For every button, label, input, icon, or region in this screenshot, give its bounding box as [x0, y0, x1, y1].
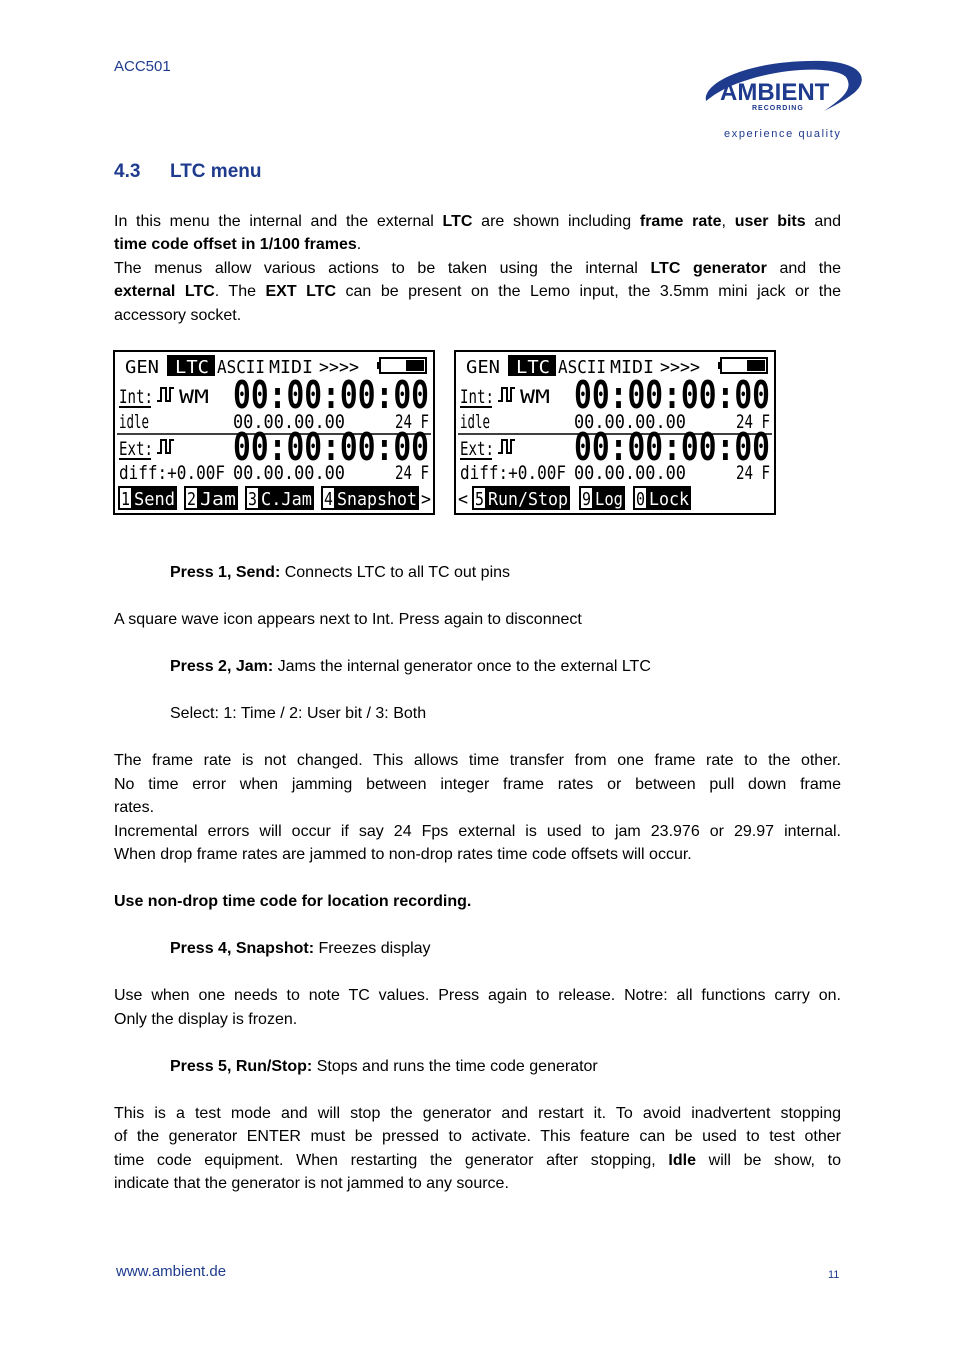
- ext-framerate: 24 F: [395, 462, 429, 484]
- press-4-description: Press 4, Snapshot: Freezes display: [170, 940, 431, 957]
- svg-text:Log: Log: [595, 489, 623, 510]
- svg-text:Snapshot: Snapshot: [337, 489, 417, 510]
- ext-timecode: 00:00:00:00: [233, 425, 429, 469]
- int-status: idle: [119, 411, 149, 433]
- softkey-jam[interactable]: [184, 486, 238, 510]
- next-page-arrow[interactable]: >: [421, 489, 432, 510]
- lcd-screen-ltc-page-2: [454, 350, 776, 515]
- previous-page-arrow[interactable]: <: [458, 489, 469, 510]
- intro-line-4: external LTC. The EXT LTC can be present on the Lemo input, the 3.5mm mini jack or the: [114, 283, 841, 300]
- tab-ascii: ASCII: [558, 357, 606, 378]
- softkey-lock[interactable]: [633, 486, 691, 510]
- softkey-run-stop[interactable]: [472, 486, 570, 510]
- frame-rate-line-2: No time error when jamming between integer frame rates or between pull down frame: [114, 776, 841, 793]
- intro-line-5: accessory socket.: [114, 307, 242, 324]
- test-mode-line-2: of the generator ENTER must be pressed to activate. This feature can be used to test other: [114, 1128, 841, 1145]
- svg-text:9: 9: [582, 489, 591, 510]
- int-flags: WM: [179, 386, 209, 408]
- press-1-description: Press 1, Send: Connects LTC to all TC out pins: [170, 564, 511, 581]
- square-wave-icon: [498, 388, 515, 401]
- logo-brand: AMBIENT: [720, 79, 830, 106]
- svg-text:C.Jam: C.Jam: [261, 489, 312, 510]
- int-timecode: 00:00:00:00: [233, 373, 429, 417]
- int-flags: WM: [520, 386, 550, 408]
- svg-text:3: 3: [248, 489, 257, 510]
- square-wave-note: A square wave icon appears next to Int. Press again to disconnect: [114, 611, 582, 628]
- logo-tagline: experience quality: [724, 128, 842, 140]
- frame-rate-line-4: Incremental errors will occur if say 24 Fps external is used to jam 23.976 or 29.97 internal.: [114, 823, 841, 840]
- ext-timecode: 00:00:00:00: [574, 425, 770, 469]
- diff-offset: diff:+0.00F: [119, 462, 225, 484]
- snapshot-note-line-1: Use when one needs to note TC values. Press again to release. Notre: all functions carry on.: [114, 987, 841, 1004]
- frame-rate-line-3: rates.: [114, 799, 155, 816]
- test-mode-line-3: time code equipment. When restarting the generator after stopping, Idle will be show, to: [114, 1152, 841, 1169]
- frame-rate-line-5: When drop frame rates are jammed to non-drop rates time code offsets will occur.: [114, 846, 692, 863]
- int-timecode: 00:00:00:00: [574, 373, 770, 417]
- snapshot-note-line-2: Only the display is frozen.: [114, 1011, 298, 1028]
- document-id: ACC501: [114, 58, 171, 75]
- softkey-c-jam[interactable]: [245, 486, 314, 510]
- intro-line-2: time code offset in 1/100 frames.: [114, 236, 362, 253]
- ext-label: Ext:: [119, 438, 153, 460]
- int-userbits: 00.00.00.00: [233, 411, 345, 433]
- square-wave-icon: [157, 440, 174, 453]
- footer-website-link[interactable]: www.ambient.de: [116, 1263, 227, 1280]
- svg-text:Lock: Lock: [649, 489, 690, 510]
- press-5-description: Press 5, Run/Stop: Stops and runs the time code generator: [170, 1058, 598, 1075]
- svg-text:Run/Stop: Run/Stop: [488, 489, 568, 510]
- int-label: Int:: [460, 386, 494, 408]
- test-mode-line-1: This is a test mode and will stop the generator and restart it. To avoid inadvertent stopping: [114, 1105, 841, 1122]
- int-label: Int:: [119, 386, 153, 408]
- ext-userbits: 00.00.00.00: [233, 462, 345, 484]
- tab-gen: GEN: [466, 357, 500, 378]
- svg-text:2: 2: [187, 489, 196, 510]
- ambient-logo: [694, 55, 866, 143]
- frame-rate-line-1: The frame rate is not changed. This allows time transfer from one frame rate to the other.: [114, 752, 841, 769]
- tab-more: >>>>: [319, 357, 360, 378]
- svg-text:4: 4: [324, 489, 333, 510]
- ext-framerate: 24 F: [736, 462, 770, 484]
- section-heading: [114, 161, 261, 183]
- intro-line-3: The menus allow various actions to be taken using the internal LTC generator and the: [114, 260, 842, 277]
- test-mode-line-4: indicate that the generator is not jammed to any source.: [114, 1175, 509, 1192]
- diff-offset: diff:+0.00F: [460, 462, 566, 484]
- svg-text:Jam: Jam: [200, 489, 236, 510]
- softkey-log[interactable]: [579, 486, 625, 510]
- tab-more: >>>>: [660, 357, 701, 378]
- square-wave-icon: [498, 440, 515, 453]
- jam-select-options: Select: 1: Time / 2: User bit / 3: Both: [170, 705, 427, 722]
- svg-text:0: 0: [636, 489, 645, 510]
- section-number: 4.3: [114, 161, 141, 182]
- softkey-send[interactable]: [118, 486, 177, 510]
- int-framerate: 24 F: [395, 411, 429, 433]
- softkey-snapshot[interactable]: [321, 486, 419, 510]
- tab-gen: GEN: [125, 357, 159, 378]
- ext-userbits: 00.00.00.00: [574, 462, 686, 484]
- press-2-description: Press 2, Jam: Jams the internal generator once to the external LTC: [170, 658, 651, 675]
- tab-midi: MIDI: [610, 357, 654, 378]
- svg-text:1: 1: [121, 489, 130, 510]
- non-drop-recommendation: Use non-drop time code for location recording.: [114, 893, 472, 910]
- int-status: idle: [460, 411, 490, 433]
- page-number: 11: [828, 1269, 840, 1281]
- int-framerate: 24 F: [736, 411, 770, 433]
- tab-ltc: LTC: [516, 357, 550, 378]
- tab-ascii: ASCII: [217, 357, 265, 378]
- intro-line-1: In this menu the internal and the external LTC are shown including frame rate, user bits and: [114, 213, 842, 230]
- lcd-screen-ltc-page-1: [113, 350, 435, 515]
- square-wave-icon: [157, 388, 174, 401]
- ext-label: Ext:: [460, 438, 494, 460]
- svg-text:5: 5: [475, 489, 484, 510]
- tab-midi: MIDI: [269, 357, 313, 378]
- section-title: LTC menu: [170, 161, 262, 182]
- svg-text:Send: Send: [134, 489, 175, 510]
- int-userbits: 00.00.00.00: [574, 411, 686, 433]
- tab-ltc: LTC: [175, 357, 209, 378]
- logo-sub: RECORDING: [752, 105, 804, 112]
